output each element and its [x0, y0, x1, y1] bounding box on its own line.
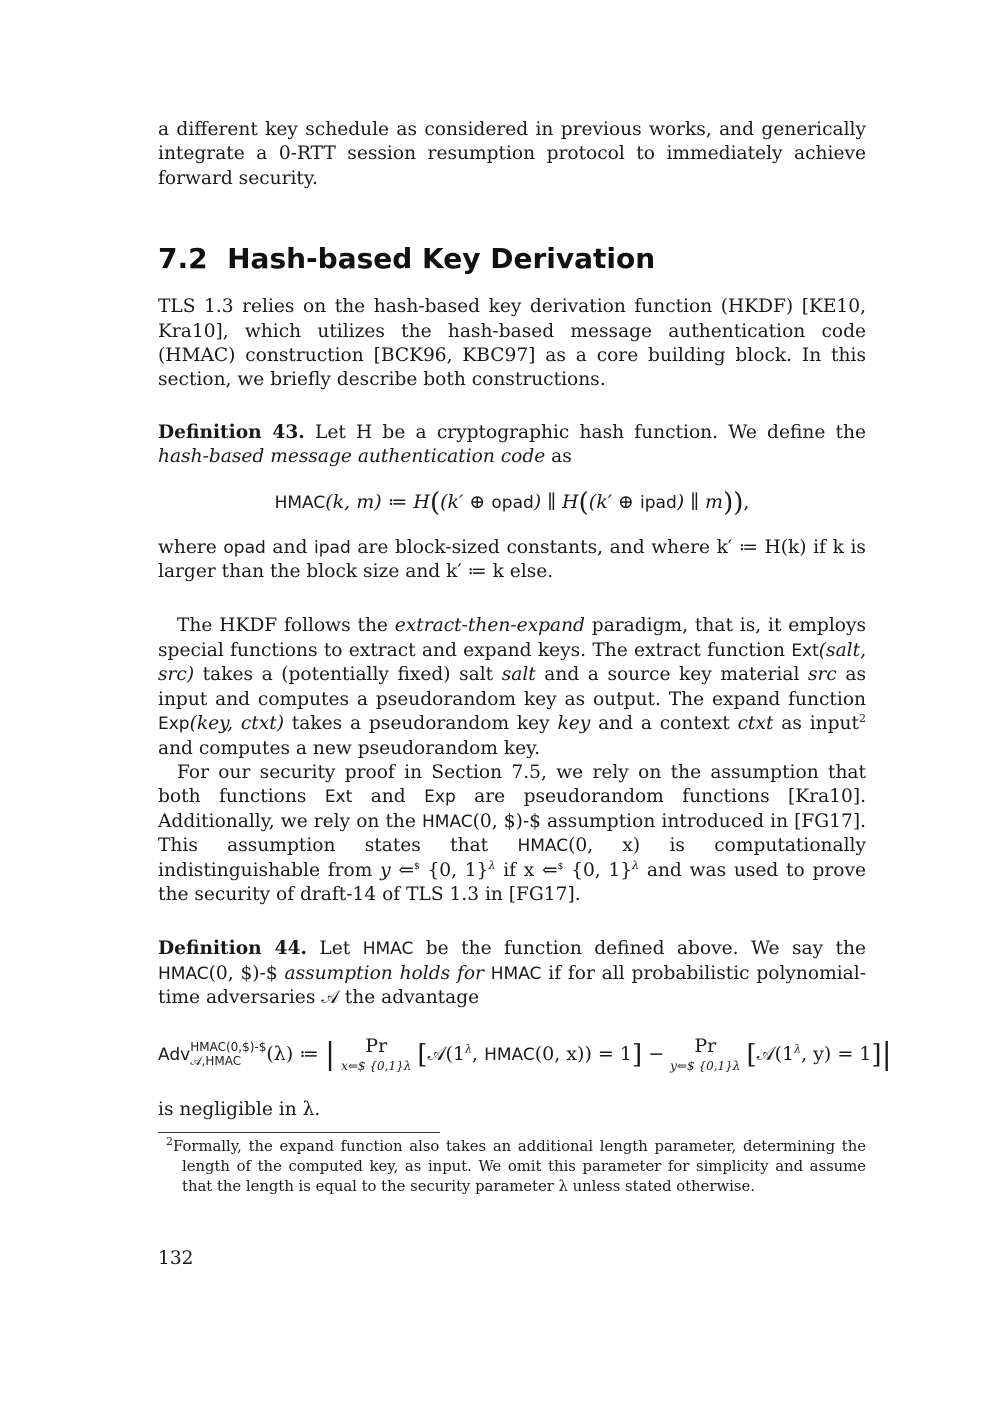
p3-hmac2: HMAC: [517, 836, 569, 857]
page-body: [158, 118, 892, 1197]
p3-hmac1: HMAC: [422, 811, 473, 832]
definition-44: [158, 937, 866, 1010]
hkdf-paragraph: [158, 614, 866, 760]
p2-exp-args: (key, ctxt): [189, 713, 284, 735]
eq-args: (k, m) ≔ H: [325, 490, 430, 513]
section-heading: [158, 241, 866, 277]
p3-b: and: [352, 786, 425, 808]
footnote-rule: [158, 1132, 440, 1133]
footnote-ref: 2: [858, 711, 866, 725]
sample-dollar-2: $: [557, 861, 564, 872]
d44-e: if for all probabilistic polynomial-time adversaries 𝒜 the advantage: [158, 962, 866, 1009]
definition-43-label: Definition 43.: [158, 421, 305, 443]
hmac-equation: HMAC(k, m) ≔ H((k′ ⊕ opad) ∥ H((k′ ⊕ ipad) ∥ m)),: [274, 487, 750, 518]
p2-key: key: [557, 713, 591, 735]
negligible-line: is negligible in λ.: [158, 1099, 321, 1121]
p2-f: takes a pseudorandom key: [283, 713, 558, 735]
p2-c: takes a (potentially fixed) salt: [194, 664, 502, 686]
d44-hmac3: HMAC: [490, 963, 542, 984]
p2-h: as input: [773, 713, 859, 735]
eq-mid: ) ∥ H: [533, 490, 579, 513]
adv-arg: (λ) ≔: [266, 1042, 319, 1065]
p2-i: and computes a new pseudorandom key.: [158, 737, 541, 759]
p3-lambda-1: λ: [488, 858, 496, 872]
def43-after-c: are block-sized constants, and where k′ ≔ H(k) if k is larger than the block size and k′ ≔ k else.: [158, 536, 866, 583]
minus-sign: −: [648, 1042, 665, 1065]
sample-arrow-2: ⇐: [542, 859, 558, 881]
p2-g: and a context: [590, 713, 738, 735]
footnote-mark: 2: [166, 1135, 173, 1149]
p2-salt: salt: [501, 664, 536, 686]
d44-c: (0, $)-$: [208, 962, 285, 984]
definition-43-continuation: [158, 536, 866, 585]
footnote-text: Formally, the expand function also takes an additional length parameter, determining the length of the computed key, as input. We omit this parameter for simplicity and assume that the length is equal to the security parameter λ unless stated otherwise.: [173, 1138, 866, 1196]
adv-label: Adv: [158, 1044, 191, 1065]
eq-end: ) ∥ m: [676, 490, 724, 513]
pr-sub-2: y⇐$ {0,1}λ: [670, 1059, 741, 1074]
p3-lambda-2: λ: [632, 858, 640, 872]
page-number: 132: [158, 1248, 194, 1269]
p3-c: are pseudorandom functions [Kra10]. Additionally, we rely on the: [158, 786, 866, 832]
def43-after-a: where: [158, 536, 224, 558]
d44-hmac2: HMAC: [158, 963, 209, 984]
term2-b: , y) = 1: [801, 1042, 872, 1065]
p3-ext: Ext: [324, 787, 353, 808]
adv-superscript: HMAC(0,$)-$: [190, 1040, 267, 1055]
p2-src: src: [807, 664, 837, 686]
adv-subscript: 𝒜,HMAC: [190, 1053, 242, 1068]
term1-lambda: λ: [465, 1042, 473, 1056]
definition-44-label: Definition 44.: [158, 938, 307, 960]
p2-b: paradigm, that is, it employs special functions to extract and expand keys. The extract function: [158, 615, 867, 661]
pr-2: Pr: [694, 1035, 717, 1058]
definition-43: [158, 421, 866, 470]
section-intro-paragraph: TLS 1.3 relies on the hash-based key derivation function (HKDF) [KE10, Kra10], which utilizes the hash-based message authentication code (HMAC) construction [BCK96, KBC97] as a core building block. In this section, we briefly describe both constructions.: [158, 296, 866, 391]
p3-h: {0, 1}: [563, 859, 633, 881]
pr-1: Pr: [365, 1035, 388, 1058]
intro-line-1: a different key schedule as considered in previous works, and generically integrate: [158, 119, 866, 165]
section-title: Hash-based Key Derivation: [227, 242, 656, 276]
term1-b: ,: [472, 1042, 485, 1065]
p2-ext: Ext: [791, 640, 819, 661]
p2-ctxt: ctxt: [737, 713, 774, 735]
advantage-equation: Adv HMAC(0,$)-$ 𝒜,HMAC (λ) ≔ | Pr x⇐$ {0,1}λ [$𝒜(1^\lambda$, HMAC(0, x)) = 1] − Pr y⇐$ {0,1}λ [$𝒜(1^\lambda$, y) = 1]|: [158, 1035, 892, 1074]
ipad-term: ipad: [314, 537, 351, 558]
intro-paragraph: [158, 118, 866, 191]
eq-k2: (k′ ⊕: [588, 490, 641, 513]
def43-text-b: as: [545, 446, 572, 468]
def43-after-b: and: [265, 536, 315, 558]
p3-e: (0, x) is computationally indistinguishable from: [158, 835, 866, 881]
p3-d: (0, $)-$ assumption introduced in [FG17]. This assumption states that: [158, 810, 866, 857]
def43-emphasis: hash-based message authentication code: [158, 446, 546, 468]
term1-hmac: HMAC: [484, 1044, 535, 1065]
p2-em: extract-then-expand: [394, 615, 585, 637]
eq-k1: (k′ ⊕: [440, 490, 492, 513]
opad-term: opad: [223, 537, 266, 558]
p2-d: and a source key material: [535, 664, 808, 686]
p2-exp: Exp: [158, 714, 190, 735]
p2-ext-args: (salt, src): [158, 639, 866, 686]
p3-y: y: [380, 859, 399, 881]
sample-arrow-1: ⇐: [398, 859, 414, 881]
d44-d: [484, 963, 491, 984]
term2-a: 𝒜(1: [756, 1042, 795, 1065]
term1-c: (0, x)) = 1: [534, 1042, 632, 1065]
p2-e: as input and computes a pseudorandom key as output. The expand function: [158, 664, 866, 710]
p3-i: and was used to prove the security of draft-14 of TLS 1.3 in [FG17].: [158, 859, 866, 905]
eq-opad: opad: [491, 492, 534, 513]
term1-a: 𝒜(1: [427, 1042, 466, 1065]
footnote: [158, 1137, 866, 1197]
section-number: 7.2: [158, 242, 208, 276]
p3-exp: Exp: [424, 787, 456, 808]
pr-sub-1: x⇐$ {0,1}λ: [341, 1059, 412, 1074]
d44-b: be the function defined above. We say the: [413, 938, 866, 960]
p3-g: if x: [495, 859, 543, 881]
p3-a: For our security proof in Section 7.5, we rely on the assumption that both functions: [158, 761, 866, 808]
d44-em: assumption holds for: [284, 962, 484, 984]
security-proof-paragraph: [158, 761, 866, 907]
sample-dollar-1: $: [413, 861, 420, 872]
eq-comma: ,: [743, 490, 750, 513]
eq-hmac: HMAC: [274, 492, 326, 513]
term2-lambda: λ: [794, 1042, 802, 1056]
p2-a: The HKDF follows the: [177, 615, 395, 637]
d44-hmac1: HMAC: [362, 939, 414, 960]
eq-ipad: ipad: [640, 492, 677, 513]
d44-a: Let: [306, 938, 363, 960]
intro-line-2: a 0-RTT session resumption protocol to immediately achieve forward security.: [158, 143, 866, 189]
def43-text-a: Let H be a cryptographic hash function. We define the: [314, 421, 866, 443]
p3-f: {0, 1}: [419, 859, 489, 881]
